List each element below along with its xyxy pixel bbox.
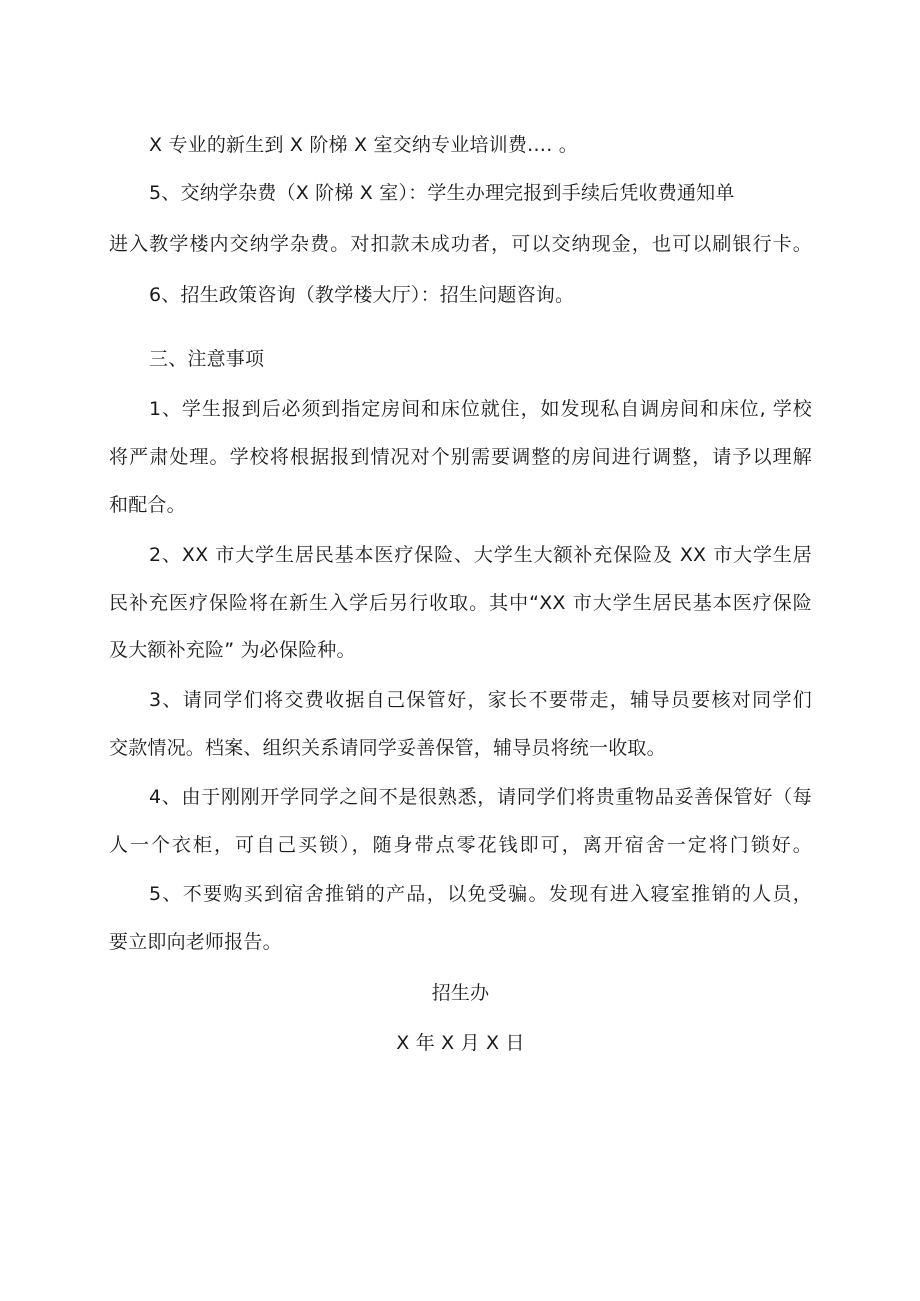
paragraph-line: 人一个衣柜，可自己买锁），随身带点零花钱即可，离开宿舍一定将门锁好。 [109,834,812,856]
signature-date: X 年 X 月 X 日 [396,1032,525,1054]
paragraph-line: X 专业的新生到 X 阶梯 X 室交纳专业培训费…. 。 [149,134,578,156]
paragraph-line: 5、交纳学杂费（X 阶梯 X 室）：学生办理完报到手续后凭收费通知单 [149,182,735,204]
paragraph-line: 将严肃处理。学校将根据报到情况对个别需要调整的房间进行调整，请予以理解 [109,446,812,468]
paragraph-line: 要立即向老师报告。 [109,931,282,953]
signature-office: 招生办 [431,982,490,1004]
paragraph-line: 4、由于刚刚开学同学之间不是很熟悉，请同学们将贵重物品妥善保管好（每 [149,786,812,808]
paragraph-line: 民补充医疗保险将在新生入学后另行收取。其中“XX 市大学生居民基本医疗保险 [109,592,812,614]
paragraph-line: 1、学生报到后必须到指定房间和床位就住，如发现私自调房间和床位, 学校 [149,398,812,420]
paragraph-line: 和配合。 [109,494,186,516]
paragraph-line: 3、请同学们将交费收据自己保管好，家长不要带走，辅导员要核对同学们 [149,689,812,711]
paragraph-line: 2、XX 市大学生居民基本医疗保险、大学生大额补充保险及 XX 市大学生居 [149,544,812,566]
paragraph-line: 交款情况。档案、组织关系请同学妥善保管，辅导员将统一收取。 [109,737,666,759]
paragraph-line: 6、招生政策咨询（教学楼大厅）：招生问题咨询。 [149,284,575,306]
paragraph-line: 进入教学楼内交纳学杂费。对扣款未成功者，可以交纳现金，也可以刷银行卡。 [109,233,812,255]
paragraph-line: 5、不要购买到宿舍推销的产品，以免受骗。发现有进入寝室推销的人员， [149,883,812,905]
paragraph-line: 及大额补充险” 为必保险种。 [109,639,356,661]
section-heading: 三、注意事项 [149,348,265,370]
